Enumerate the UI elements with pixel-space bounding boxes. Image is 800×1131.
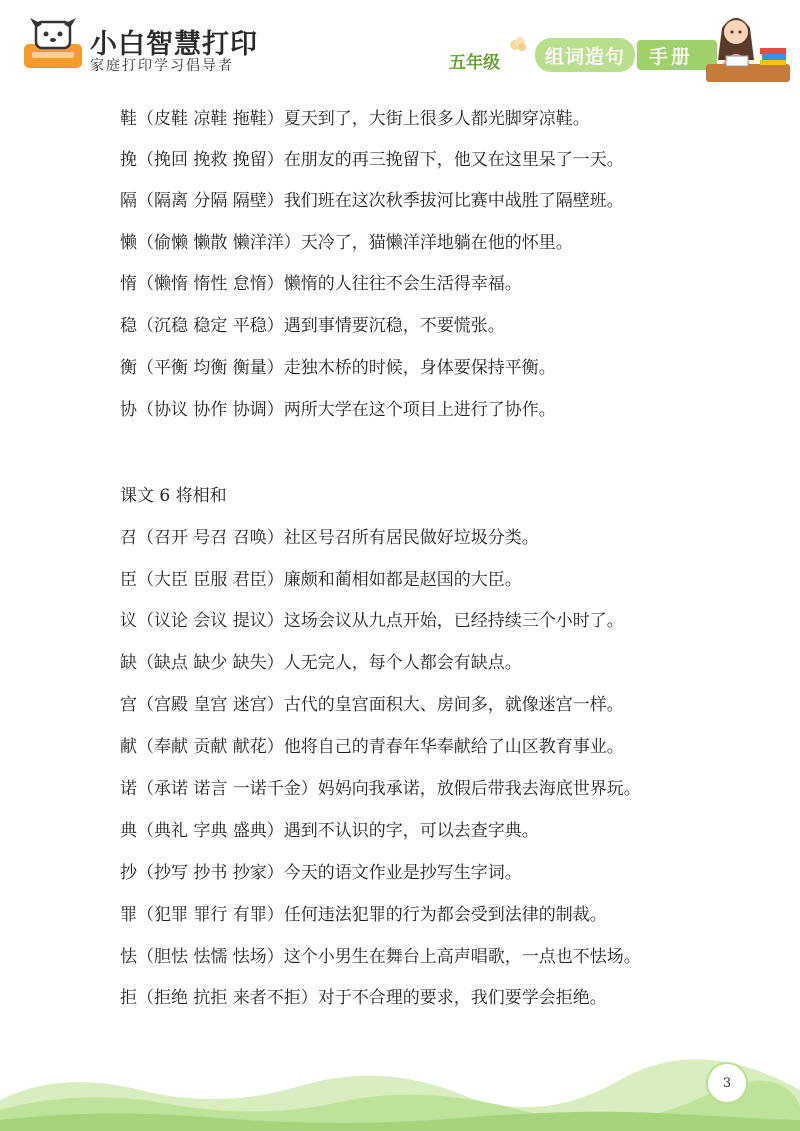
vocab-line: 懒（偷懒 懒散 懒洋洋）天冷了，猫懒洋洋地躺在他的怀里。 — [120, 233, 573, 253]
cloud-icon — [508, 34, 528, 54]
vocab-line: 衡（平衡 均衡 衡量）走独木桥的时候，身体要保持平衡。 — [120, 358, 556, 378]
brand-subtitle: 家庭打印学习倡导者 — [90, 58, 234, 74]
brand-title: 小白智慧打印 — [90, 29, 258, 60]
vocab-line: 诺（承诺 诺言 一诺千金）妈妈向我承诺，放假后带我去海底世界玩。 — [120, 779, 641, 799]
vocab-line: 宫（宫殿 皇宫 迷宫）古代的皇宫面积大、房间多，就像迷宫一样。 — [120, 695, 624, 715]
vocab-line: 召（召开 号召 召唤）社区号召所有居民做好垃圾分类。 — [120, 528, 539, 548]
footer-hills — [0, 1040, 800, 1131]
girl-reading-icon — [700, 8, 792, 86]
vocab-line: 抄（抄写 抄书 抄家）今天的语文作业是抄写生字词。 — [120, 863, 522, 883]
vocab-line: 挽（挽回 挽救 挽留）在朋友的再三挽留下，他又在这里呆了一天。 — [120, 150, 624, 170]
vocab-line: 拒（拒绝 抗拒 来者不拒）对于不合理的要求，我们要学会拒绝。 — [120, 988, 607, 1008]
page-number: 3 — [706, 1062, 748, 1104]
vocab-line: 隔（隔离 分隔 隔壁）我们班在这次秋季拔河比赛中战胜了隔壁班。 — [120, 191, 624, 211]
grade-label: 五年级 — [449, 53, 500, 73]
vocab-line: 协（协议 协作 协调）两所大学在这个项目上进行了协作。 — [120, 400, 556, 420]
vocab-line: 议（议论 会议 提议）这场会议从九点开始，已经持续三个小时了。 — [120, 611, 624, 631]
banner-title — [535, 38, 635, 72]
banner-title-text: 组词造句 — [544, 45, 625, 68]
vocab-line: 献（奉献 贡献 献花）他将自己的青春年华奉献给了山区教育事业。 — [120, 737, 624, 757]
vocab-line: 典（典礼 字典 盛典）遇到不认识的字，可以去查字典。 — [120, 821, 539, 841]
section-title: 课文 6 将相和 — [120, 486, 227, 506]
vocab-line: 缺（缺点 缺少 缺失）人无完人，每个人都会有缺点。 — [120, 653, 522, 673]
vocab-line: 怯（胆怯 怯懦 怯场）这个小男生在舞台上高声唱歌，一点也不怯场。 — [120, 947, 641, 967]
vocab-line: 惰（懒惰 惰性 怠惰）懒惰的人往往不会生活得幸福。 — [120, 274, 522, 294]
vocab-line: 鞋（皮鞋 凉鞋 拖鞋）夏天到了，大街上很多人都光脚穿凉鞋。 — [120, 109, 590, 129]
banner-handbook-text: 手册 — [649, 45, 694, 68]
vocab-line: 臣（大臣 臣服 君臣）廉颇和蔺相如都是赵国的大臣。 — [120, 570, 522, 590]
vocab-line: 罪（犯罪 罪行 有罪）任何违法犯罪的行为都会受到法律的制裁。 — [120, 905, 607, 925]
vocab-line: 稳（沉稳 稳定 平稳）遇到事情要沉稳，不要慌张。 — [120, 316, 505, 336]
logo-icon — [22, 14, 84, 72]
